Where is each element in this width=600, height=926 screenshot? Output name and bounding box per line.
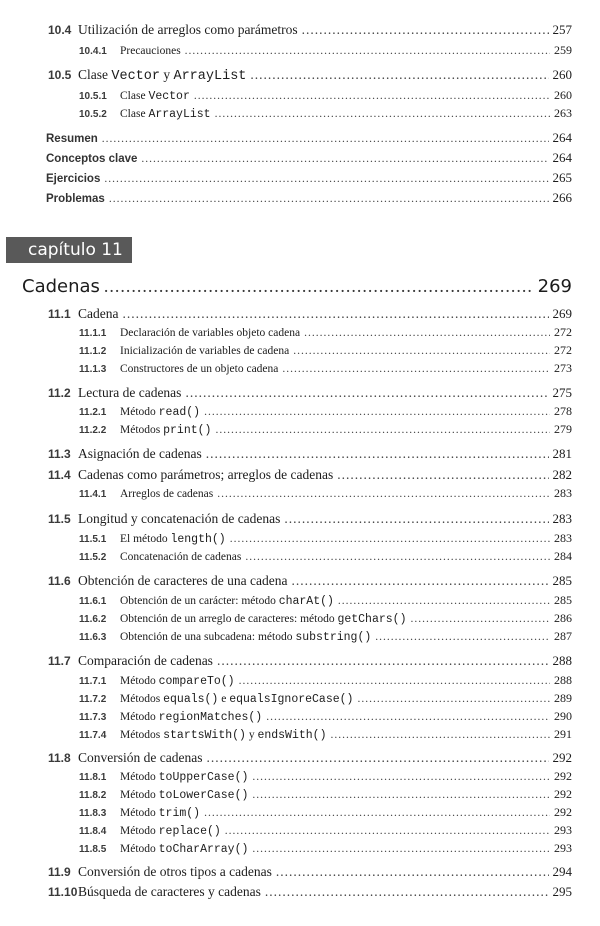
title-text: Concatenación de cadenas [120,551,242,563]
section-title [120,90,190,103]
page-number: 265 [552,170,572,185]
page-number: 287 [554,629,572,643]
code-fragment: substring() [295,631,372,644]
section-title [120,613,406,626]
title-text: Conversión de otros tipos a cadenas [78,864,272,879]
dot-leader [330,729,550,741]
section-number: 11.8.3 [79,808,107,819]
section-number: 11.5 [48,512,71,526]
title-text: Método [120,406,159,418]
title-text: Método [120,843,159,855]
section-number: 11.8.4 [79,826,107,837]
section-number: 11.1.1 [79,328,107,339]
toc-entry-11-5-2[interactable] [79,549,572,564]
toc-entry-11-4[interactable] [48,467,572,483]
toc-entry-11-7-3[interactable] [79,709,572,724]
toc-entry-11-6[interactable] [48,573,572,589]
page-number: 272 [554,325,572,339]
toc-entry-11-1-1[interactable] [79,325,572,340]
page-number: 285 [554,593,572,607]
title-text: Arreglos de cadenas [120,488,214,500]
page-number: 285 [552,573,572,588]
title-text: Constructores de un objeto cadena [120,363,279,375]
title-text: Cadenas como parámetros; arreglos de cadenas [78,467,334,482]
code-fragment: charAt() [278,595,334,608]
page-number: 293 [554,841,572,855]
section-title [120,424,211,437]
page-number: 283 [554,486,572,500]
title-text: e [218,693,230,705]
code-fragment: ArrayList [173,69,247,84]
dot-leader [293,345,550,357]
dot-leader [245,551,550,563]
section-title: Problemas [46,193,105,205]
dot-leader [250,67,548,83]
section-title [120,551,241,563]
chapter-label: capítulo 11 [6,237,132,263]
title-text: Obtención de un carácter: método [120,595,279,607]
toc-entry-10-5-2[interactable] [79,106,572,121]
page-number: 269 [552,306,572,321]
title-text: Comparación de cadenas [78,653,213,668]
section-title [78,573,288,589]
dot-leader [104,276,534,297]
title-text: Métodos [120,424,164,436]
toc-entry-11-6-3[interactable] [79,629,572,644]
section-number: 11.6.2 [79,614,107,625]
toc-entry-problemas[interactable] [46,190,572,206]
title-text: Asignación de cadenas [78,446,202,461]
page-number: 290 [554,709,572,723]
page-number: 284 [554,549,572,563]
toc-entry-11-8-5[interactable] [79,841,572,856]
page-number: 295 [552,884,572,899]
section-number: 10.5.2 [79,109,107,120]
page-number: 282 [552,467,572,482]
title-text: Métodos [120,693,164,705]
section-number: 11.2 [48,386,71,400]
page-number: 264 [552,150,572,165]
page-number: 293 [554,823,572,837]
code-fragment: Vector [148,90,190,103]
dot-leader [230,533,550,545]
page-number: 257 [552,22,572,37]
code-fragment: length() [170,533,226,546]
section-title [120,771,248,784]
title-text: y [245,729,258,741]
section-title [78,884,261,900]
title-text: Inicialización de variables de cadena [120,345,290,357]
page-number: 288 [552,653,572,668]
section-number: 11.3 [48,447,71,461]
toc-entry-11-7-4[interactable] [79,727,572,742]
dot-leader [217,653,549,669]
title-text: Método [120,789,159,801]
section-title [120,327,300,339]
dot-leader [217,488,550,500]
dot-leader [204,406,550,418]
toc-entry-10-5-1[interactable] [79,88,572,103]
chapter-title-row[interactable] [22,276,572,297]
dot-leader [252,843,550,855]
dot-leader [109,193,549,205]
dot-leader [122,306,548,322]
page-number: 292 [552,750,572,765]
section-title [78,511,280,527]
section-title [78,446,202,462]
toc-entry-11-7[interactable] [48,653,572,669]
title-text: Métodos [120,729,164,741]
section-title [120,711,262,724]
section-number: 11.4.1 [79,489,107,500]
code-fragment: equals() [163,693,219,706]
section-number: 11.7 [48,654,71,668]
section-number: 11.6.3 [79,632,107,643]
toc-entry-11-6-1[interactable] [79,593,572,608]
section-number: 11.7.2 [79,694,107,705]
code-fragment: trim() [158,807,201,820]
section-number: 11.7.3 [79,712,107,723]
section-title [120,363,278,375]
section-title [78,750,202,766]
toc-entry-10-5[interactable] [48,67,572,84]
toc-entry-11-1[interactable] [48,306,572,322]
title-text: y [159,67,174,82]
section-title [120,595,334,608]
section-title [120,693,353,706]
toc-entry-11-9[interactable] [48,864,572,880]
page-number: 260 [552,67,572,82]
title-text: Lectura de cadenas [78,385,182,400]
code-fragment: read() [158,406,201,419]
code-fragment: toLowerCase() [158,789,249,802]
dot-leader [102,133,549,145]
toc-entry-11-8[interactable] [48,750,572,766]
page-number: 283 [554,531,572,545]
dot-leader [252,771,550,783]
section-number: 11.8.5 [79,844,107,855]
title-text: Método [120,675,159,687]
dot-leader [337,467,548,483]
dot-leader [338,595,550,607]
title-text: Clase [120,108,149,120]
dot-leader [276,864,549,880]
section-title [120,533,226,546]
page-number: 263 [554,106,572,120]
section-title [78,67,246,84]
title-text: Declaración de variables objeto cadena [120,327,301,339]
section-title [78,306,118,322]
toc-entry-11-4-1[interactable] [79,486,572,501]
section-number: 10.4.1 [79,46,107,57]
section-number: 11.5.2 [79,552,107,563]
section-number: 11.7.1 [79,676,107,687]
section-title [78,385,181,401]
section-title [120,108,211,121]
page-number: 289 [554,691,572,705]
dot-leader [265,884,549,900]
section-title [120,631,371,644]
chapter-page: 269 [537,276,572,297]
title-text: Conversión de cadenas [78,750,203,765]
dot-leader [104,173,548,185]
page-number: 266 [552,190,572,205]
title-text: Utilización de arreglos como parámetros [78,22,298,37]
toc-entry-10-4-1[interactable] [79,43,572,58]
toc-entry-11-5-1[interactable] [79,531,572,546]
page-number: 272 [554,343,572,357]
section-title [78,864,272,880]
title-text: Clase [78,67,112,82]
section-title [78,22,298,38]
section-title [120,488,213,500]
dot-leader [357,693,550,705]
section-number: 11.10 [48,885,78,899]
toc-entry-11-5[interactable] [48,511,572,527]
section-title: Conceptos clave [46,153,138,165]
toc-entry-conceptos-clave[interactable] [46,150,572,166]
page-number: 292 [554,805,572,819]
toc-entry-11-1-3[interactable] [79,361,572,376]
section-title [78,467,333,483]
chapter-title: Cadenas [22,276,100,297]
code-fragment: getChars() [337,613,407,626]
toc-entry-11-2-1[interactable] [79,404,572,419]
toc-entry-11-8-4[interactable] [79,823,572,838]
section-number: 11.1.3 [79,364,107,375]
section-title [120,843,248,856]
code-fragment: toUpperCase() [158,771,249,784]
page-number: 279 [554,422,572,436]
section-title [120,807,200,820]
toc-entry-resumen[interactable] [46,130,572,146]
dot-leader [239,675,550,687]
dot-leader [204,807,550,819]
section-number: 11.2.2 [79,425,107,436]
title-text: Cadena [78,306,119,321]
dot-leader [185,385,548,401]
section-number: 11.7.4 [79,730,107,741]
dot-leader [206,750,548,766]
section-number: 10.5.1 [79,91,107,102]
section-title [120,45,181,57]
dot-leader [141,153,548,165]
dot-leader [194,90,550,102]
toc-entry-11-8-2[interactable] [79,787,572,802]
title-text: Longitud y concatenación de cadenas [78,511,281,526]
page-number: 292 [554,769,572,783]
toc-entry-11-10[interactable] [48,884,572,900]
toc-entry-11-3[interactable] [48,446,572,462]
page-number: 281 [552,446,572,461]
toc-entry-11-2[interactable] [48,385,572,401]
title-text: Obtención de caracteres de una cadena [78,573,288,588]
code-fragment: equalsIgnoreCase() [229,693,354,706]
section-number: 11.4 [48,468,71,482]
title-text: Obtención de un arreglo de caracteres: método [120,613,338,625]
section-number: 11.8.2 [79,790,107,801]
page-number: 294 [552,864,572,879]
title-text: Método [120,711,159,723]
dot-leader [215,108,550,120]
toc-entry-11-7-1[interactable] [79,673,572,688]
section-title [120,406,200,419]
dot-leader [266,711,550,723]
page-number: 260 [554,88,572,102]
toc-entry-11-2-2[interactable] [79,422,572,437]
page-number: 291 [554,727,572,741]
dot-leader [284,511,548,527]
section-number: 11.9 [48,865,71,879]
code-fragment: startsWith() [163,729,246,742]
dot-leader [225,825,550,837]
section-number: 11.2.1 [79,407,107,418]
toc-entry-ejercicios[interactable] [46,170,572,186]
section-number: 11.6 [48,574,71,588]
section-title: Resumen [46,133,98,145]
section-number: 11.6.1 [79,596,107,607]
title-text: Precauciones [120,45,181,57]
section-title [120,825,221,838]
section-title [120,789,248,802]
dot-leader [252,789,550,801]
dot-leader [410,613,550,625]
title-text: Método [120,807,159,819]
title-text: Búsqueda de caracteres y cadenas [78,884,261,899]
section-number: 11.5.1 [79,534,107,545]
dot-leader [304,327,550,339]
dot-leader [185,45,550,57]
code-fragment: print() [163,424,212,437]
toc-entry-11-8-1[interactable] [79,769,572,784]
toc-entry-10-4[interactable] [48,22,572,38]
code-fragment: endsWith() [257,729,327,742]
code-fragment: compareTo() [158,675,235,688]
title-text: El método [120,533,171,545]
dot-leader [302,22,549,38]
page-number: 288 [554,673,572,687]
dot-leader [215,424,550,436]
section-number: 10.4 [48,23,72,37]
section-title [120,729,326,742]
page-number: 286 [554,611,572,625]
page-number: 264 [552,130,572,145]
section-title [120,345,289,357]
toc-entry-11-6-2[interactable] [79,611,572,626]
title-text: Obtención de una subcadena: método [120,631,296,643]
dot-leader [292,573,549,589]
code-fragment: regionMatches() [158,711,263,724]
toc-entry-11-1-2[interactable] [79,343,572,358]
section-number: 11.1 [48,307,71,321]
section-title [78,653,213,669]
page-number: 275 [552,385,572,400]
section-number: 11.8.1 [79,772,107,783]
page-number: 273 [554,361,572,375]
section-title [120,675,235,688]
section-number: 11.1.2 [79,346,107,357]
toc-entry-11-8-3[interactable] [79,805,572,820]
code-fragment: replace() [158,825,221,838]
title-text: Método [120,771,159,783]
dot-leader [282,363,550,375]
code-fragment: Vector [111,69,160,84]
section-title: Ejercicios [46,173,101,185]
code-fragment: toCharArray() [158,843,249,856]
page-number: 292 [554,787,572,801]
code-fragment: ArrayList [148,108,211,121]
section-number: 10.5 [48,68,72,82]
section-number: 11.8 [48,751,71,765]
title-text: Método [120,825,159,837]
page-number: 283 [552,511,572,526]
page-number: 278 [554,404,572,418]
dot-leader [206,446,549,462]
page-number: 259 [554,43,572,57]
toc-entry-11-7-2[interactable] [79,691,572,706]
title-text: Clase [120,90,149,102]
dot-leader [375,631,550,643]
